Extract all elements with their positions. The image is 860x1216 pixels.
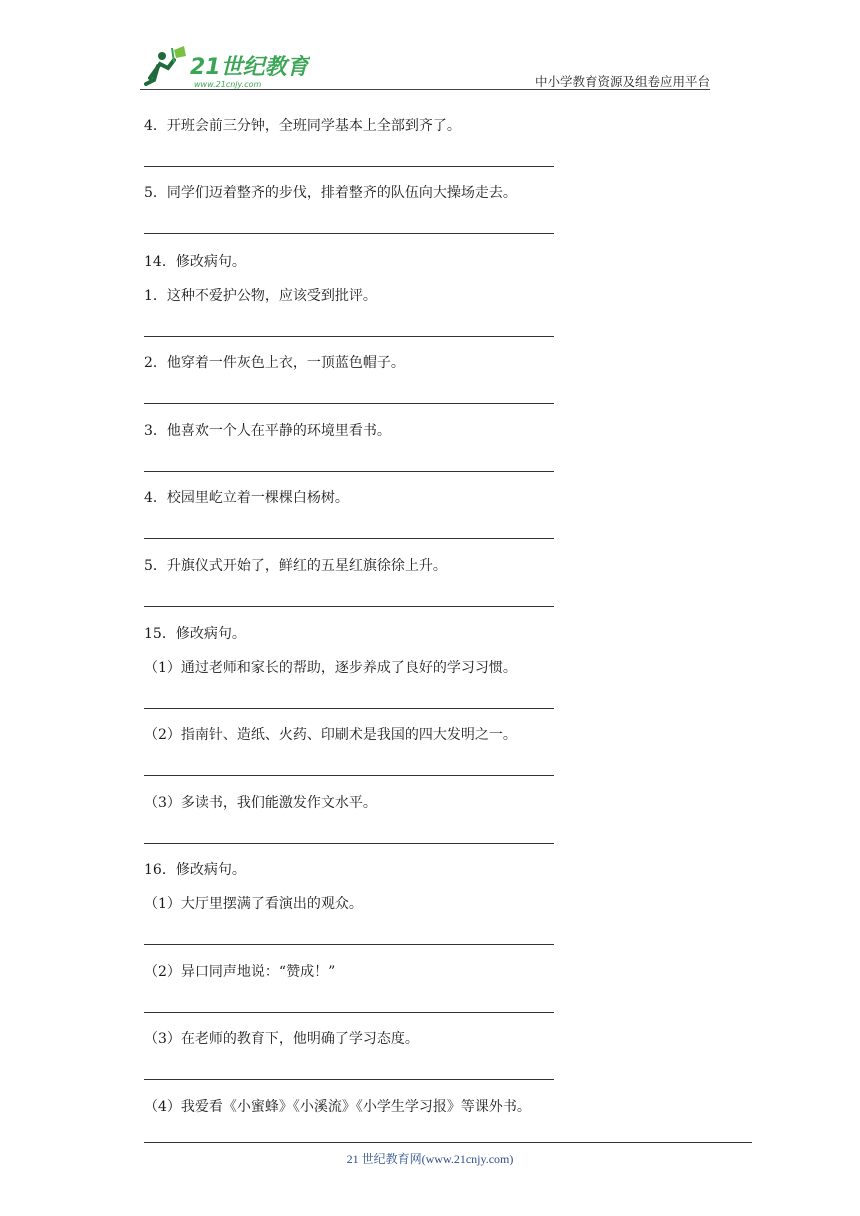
question-text: 5．同学们迈着整齐的步伐，排着整齐的队伍向大操场走去。 xyxy=(144,185,517,201)
page-header xyxy=(140,40,710,90)
question-text: 5．升旗仪式开始了，鲜红的五星红旗徐徐上升。 xyxy=(144,558,447,574)
answer-line[interactable] xyxy=(144,471,554,472)
logo xyxy=(140,44,310,92)
question-text: （4）我爱看《小蜜蜂》《小溪流》《小学生学习报》等课外书。 xyxy=(144,1099,531,1115)
question-text: 2．他穿着一件灰色上衣，一顶蓝色帽子。 xyxy=(144,355,405,371)
platform-label: 中小学教育资源及组卷应用平台 xyxy=(534,74,710,89)
logo-text: 21世纪教育 xyxy=(190,55,309,80)
question-text: 16．修改病句。 xyxy=(144,862,246,878)
logo-url: www.21cnjy.com xyxy=(194,80,262,89)
answer-line[interactable] xyxy=(144,538,554,539)
answer-line[interactable] xyxy=(144,944,554,945)
answer-line[interactable] xyxy=(144,775,554,776)
question-text: （3）多读书，我们能激发作文水平。 xyxy=(144,795,377,811)
question-text: 14．修改病句。 xyxy=(144,254,246,270)
answer-line[interactable] xyxy=(144,606,554,607)
answer-line[interactable] xyxy=(144,166,554,167)
answer-line[interactable] xyxy=(144,233,554,234)
question-text: 3．他喜欢一个人在平静的环境里看书。 xyxy=(144,423,391,439)
answer-line[interactable] xyxy=(144,403,554,404)
header-divider xyxy=(140,89,710,90)
question-text: 15．修改病句。 xyxy=(144,626,246,642)
question-text: （1）通过老师和家长的帮助，逐步养成了良好的学习习惯。 xyxy=(144,660,517,676)
question-text: 1．这种不爱护公物，应该受到批评。 xyxy=(144,288,377,304)
question-text: （2）异口同声地说：“赞成！” xyxy=(144,964,336,980)
question-text: （1）大厅里摆满了看演出的观众。 xyxy=(144,896,363,912)
question-text: （3）在老师的教育下，他明确了学习态度。 xyxy=(144,1031,419,1047)
answer-line[interactable] xyxy=(144,843,554,844)
question-text: 4．开班会前三分钟，全班同学基本上全部到齐了。 xyxy=(144,118,461,134)
answer-line[interactable] xyxy=(144,1079,554,1080)
answer-line[interactable] xyxy=(144,336,554,337)
question-text: 4．校园里屹立着一棵棵白杨树。 xyxy=(144,490,349,506)
answer-line[interactable] xyxy=(144,708,554,709)
footer-text: 21 世纪教育网(www.21cnjy.com) xyxy=(346,1152,514,1166)
footer-divider xyxy=(144,1142,752,1143)
runner-icon xyxy=(146,46,186,84)
answer-line[interactable] xyxy=(144,1012,554,1013)
question-text: （2）指南针、造纸、火药、印刷术是我国的四大发明之一。 xyxy=(144,727,517,743)
